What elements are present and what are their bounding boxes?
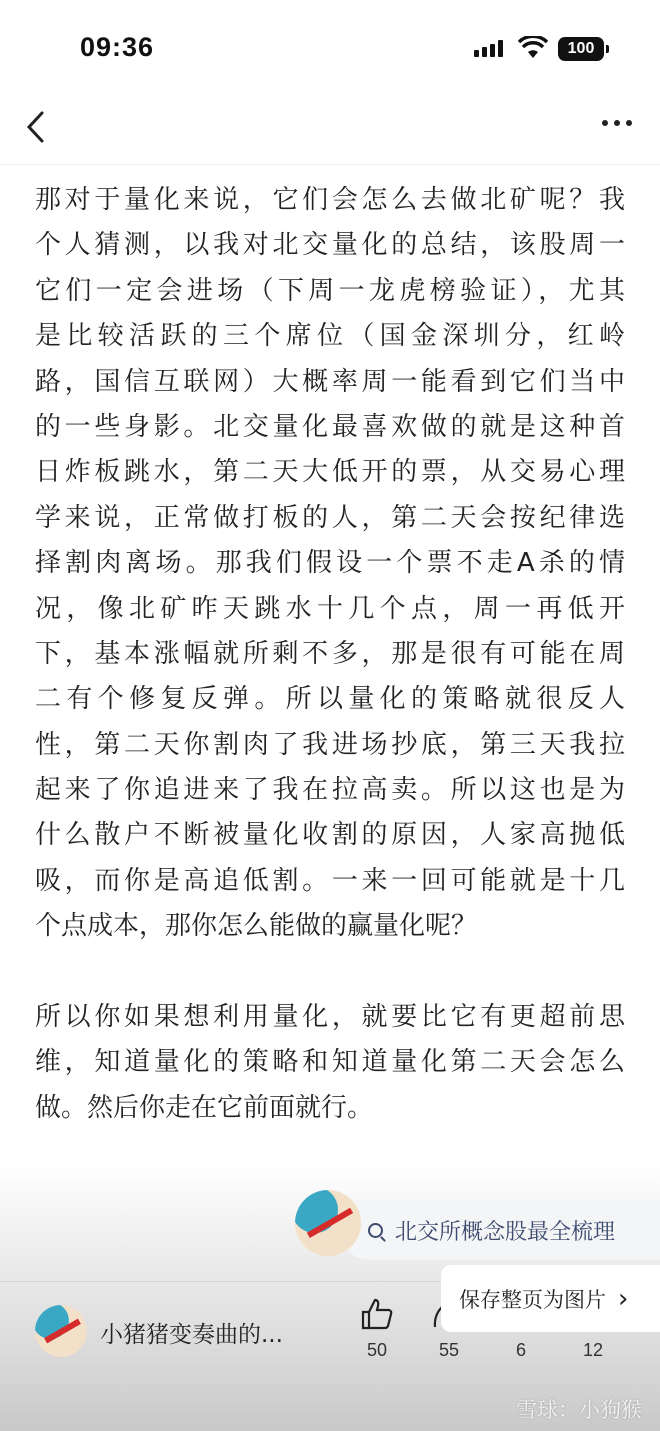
status-bar <box>0 0 660 90</box>
comment-count: 55 <box>438 1340 460 1360</box>
article-body <box>35 178 625 1131</box>
article-line: 吸，而你是高追低割。一来一回可能就是十几 <box>35 865 625 896</box>
article-line: 二有个修复反弹。所以量化的策略就很反人 <box>35 684 625 715</box>
battery-icon: 100 <box>558 37 604 61</box>
search-icon <box>368 1223 383 1238</box>
article-line: 个点成本，那你怎么能做的赢量化呢？ <box>35 911 478 942</box>
article-line: 性，第二天你割肉了我进场抄底，第三天我拉 <box>35 729 625 760</box>
watermark: 雪球：小狗猴 <box>516 1398 642 1422</box>
article-line: 学来说，正常做打板的人，第二天会按纪律选 <box>35 502 625 533</box>
back-chevron-icon[interactable] <box>22 109 52 145</box>
article-line: 它们一定会进场（下周一龙虎榜验证），尤其 <box>35 275 625 306</box>
article-line: 起来了你追进来了我在拉高卖。所以这也是为 <box>35 775 625 806</box>
article-line: 下，基本涨幅就所剩不多，那是很有可能在周 <box>35 638 625 669</box>
article-line: 个人猜测，以我对北交量化的总结，该股周一 <box>35 230 625 261</box>
article-line: 是比较活跃的三个席位（国金深圳分，红岭 <box>35 321 625 352</box>
like-count: 50 <box>366 1340 388 1360</box>
article-line: 路，国信互联网）大概率周一能看到它们当中 <box>35 366 625 397</box>
save-page-label: 保存整页为图片 <box>459 1287 606 1312</box>
article-line: 的一些身影。北交量化最喜欢做的就是这种首 <box>35 411 625 442</box>
author-name[interactable]: 小猪猪变奏曲的... <box>100 1322 283 1348</box>
article-line: 择割肉离场。那我们假设一个票不走A杀的情 <box>35 548 625 579</box>
cellular-signal-icon <box>474 40 503 57</box>
article-line: 日炸板跳水，第二天大低开的票，从交易心理 <box>35 457 625 488</box>
status-time: 09:36 <box>80 32 155 62</box>
article-line: 那对于量化来说，它们会怎么去做北矿呢？我 <box>35 185 625 215</box>
save-page-as-image-button[interactable] <box>441 1265 660 1332</box>
nav-bar <box>0 95 660 165</box>
favorite-count: 12 <box>582 1340 604 1360</box>
article-line: 况，像北矿昨天跳水十几个点，周一再低开 <box>35 593 625 624</box>
chevron-right-icon: › <box>618 1283 629 1314</box>
author-avatar[interactable] <box>35 1305 87 1357</box>
like-icon[interactable] <box>360 1297 394 1331</box>
related-search-chip[interactable] <box>340 1200 660 1260</box>
wifi-icon <box>518 36 548 60</box>
article-line: 所以你如果想利用量化，就要比它有更超前思 <box>35 1002 625 1033</box>
article-line: 维，知道量化的策略和知道量化第二天会怎么 <box>35 1047 625 1078</box>
related-search-text: 北交所概念股最全梳理 <box>395 1219 616 1245</box>
repost-count: 6 <box>515 1340 526 1360</box>
more-options-icon[interactable] <box>602 120 632 126</box>
article-line: 做。然后你走在它前面就行。 <box>35 1092 374 1123</box>
topic-avatar[interactable] <box>295 1190 361 1256</box>
article-line: 什么散户不断被量化收割的原因，人家高抛低 <box>35 820 625 851</box>
paragraph-gap <box>35 950 625 995</box>
